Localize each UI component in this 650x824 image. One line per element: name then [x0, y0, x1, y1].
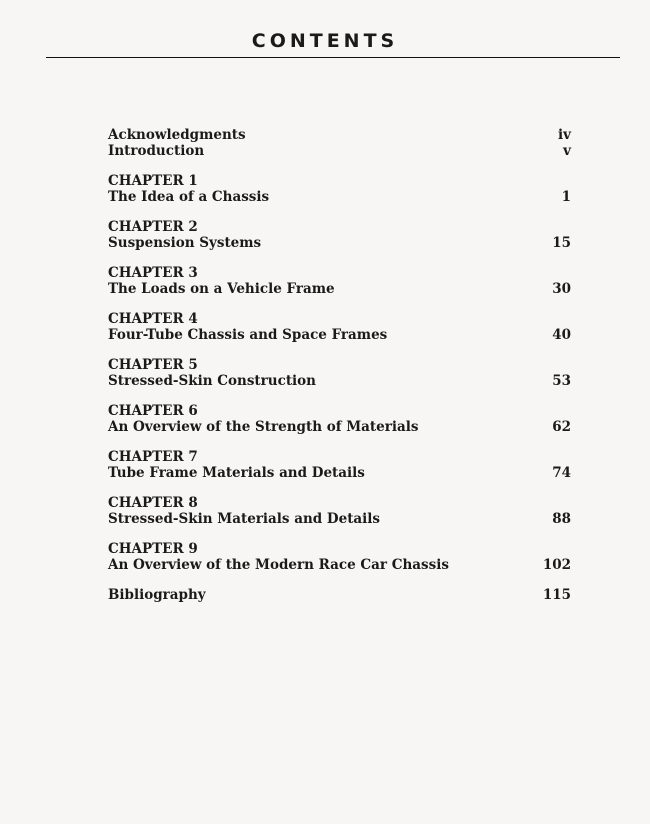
chapter-title: The Idea of a Chassis — [108, 188, 270, 205]
chapter-label: CHAPTER 3 — [108, 265, 198, 281]
page-title: CONTENTS — [251, 30, 399, 52]
toc-entry-page: v — [563, 142, 571, 159]
chapter-page: 74 — [552, 464, 571, 481]
chapter-title: An Overview of the Strength of Materials — [108, 418, 419, 435]
toc-entry-title: Bibliography — [108, 587, 206, 603]
toc-entry-page: iv — [558, 127, 571, 143]
toc-chapter-9[interactable] — [108, 542, 571, 573]
chapter-label: CHAPTER 4 — [108, 311, 198, 327]
toc-chapter-2[interactable] — [108, 220, 571, 251]
chapter-title: The Loads on a Vehicle Frame — [108, 280, 335, 297]
chapter-page: 15 — [552, 234, 571, 251]
chapter-page: 88 — [552, 510, 571, 527]
chapter-label: CHAPTER 2 — [108, 219, 198, 235]
chapter-page: 53 — [552, 372, 571, 389]
chapter-title: Stressed-Skin Construction — [108, 372, 316, 389]
back-matter-group — [108, 588, 571, 604]
chapter-page: 30 — [552, 280, 571, 297]
table-of-contents — [108, 128, 571, 619]
chapter-page: 102 — [542, 556, 571, 573]
chapter-label: CHAPTER 9 — [108, 541, 198, 557]
title-rule — [46, 57, 620, 58]
toc-chapter-1[interactable] — [108, 174, 571, 205]
chapter-label: CHAPTER 1 — [108, 173, 198, 189]
chapter-label: CHAPTER 8 — [108, 495, 198, 511]
toc-chapter-7[interactable] — [108, 450, 571, 481]
chapter-label: CHAPTER 7 — [108, 449, 198, 465]
toc-entry-acknowledgments[interactable] — [108, 128, 571, 144]
chapter-label: CHAPTER 5 — [108, 357, 198, 373]
toc-chapter-8[interactable] — [108, 496, 571, 527]
toc-chapter-3[interactable] — [108, 266, 571, 297]
chapter-page: 62 — [552, 418, 571, 435]
chapter-page: 1 — [561, 188, 571, 205]
front-matter-group — [108, 128, 571, 159]
chapter-label: CHAPTER 6 — [108, 403, 198, 419]
chapter-title: Stressed-Skin Materials and Details — [108, 510, 381, 527]
toc-entry-bibliography[interactable] — [108, 588, 571, 604]
chapter-title: Four-Tube Chassis and Space Frames — [108, 326, 388, 343]
toc-entry-introduction[interactable] — [108, 144, 571, 160]
toc-entry-page: 115 — [542, 587, 571, 603]
toc-entry-title: Acknowledgments — [108, 127, 246, 143]
chapter-title: Suspension Systems — [108, 234, 262, 251]
chapter-title: Tube Frame Materials and Details — [108, 464, 365, 481]
toc-chapter-5[interactable] — [108, 358, 571, 389]
chapter-page: 40 — [552, 326, 571, 343]
toc-chapter-4[interactable] — [108, 312, 571, 343]
toc-entry-title: Introduction — [108, 142, 205, 159]
chapter-title: An Overview of the Modern Race Car Chassis — [108, 556, 449, 573]
toc-chapter-6[interactable] — [108, 404, 571, 435]
